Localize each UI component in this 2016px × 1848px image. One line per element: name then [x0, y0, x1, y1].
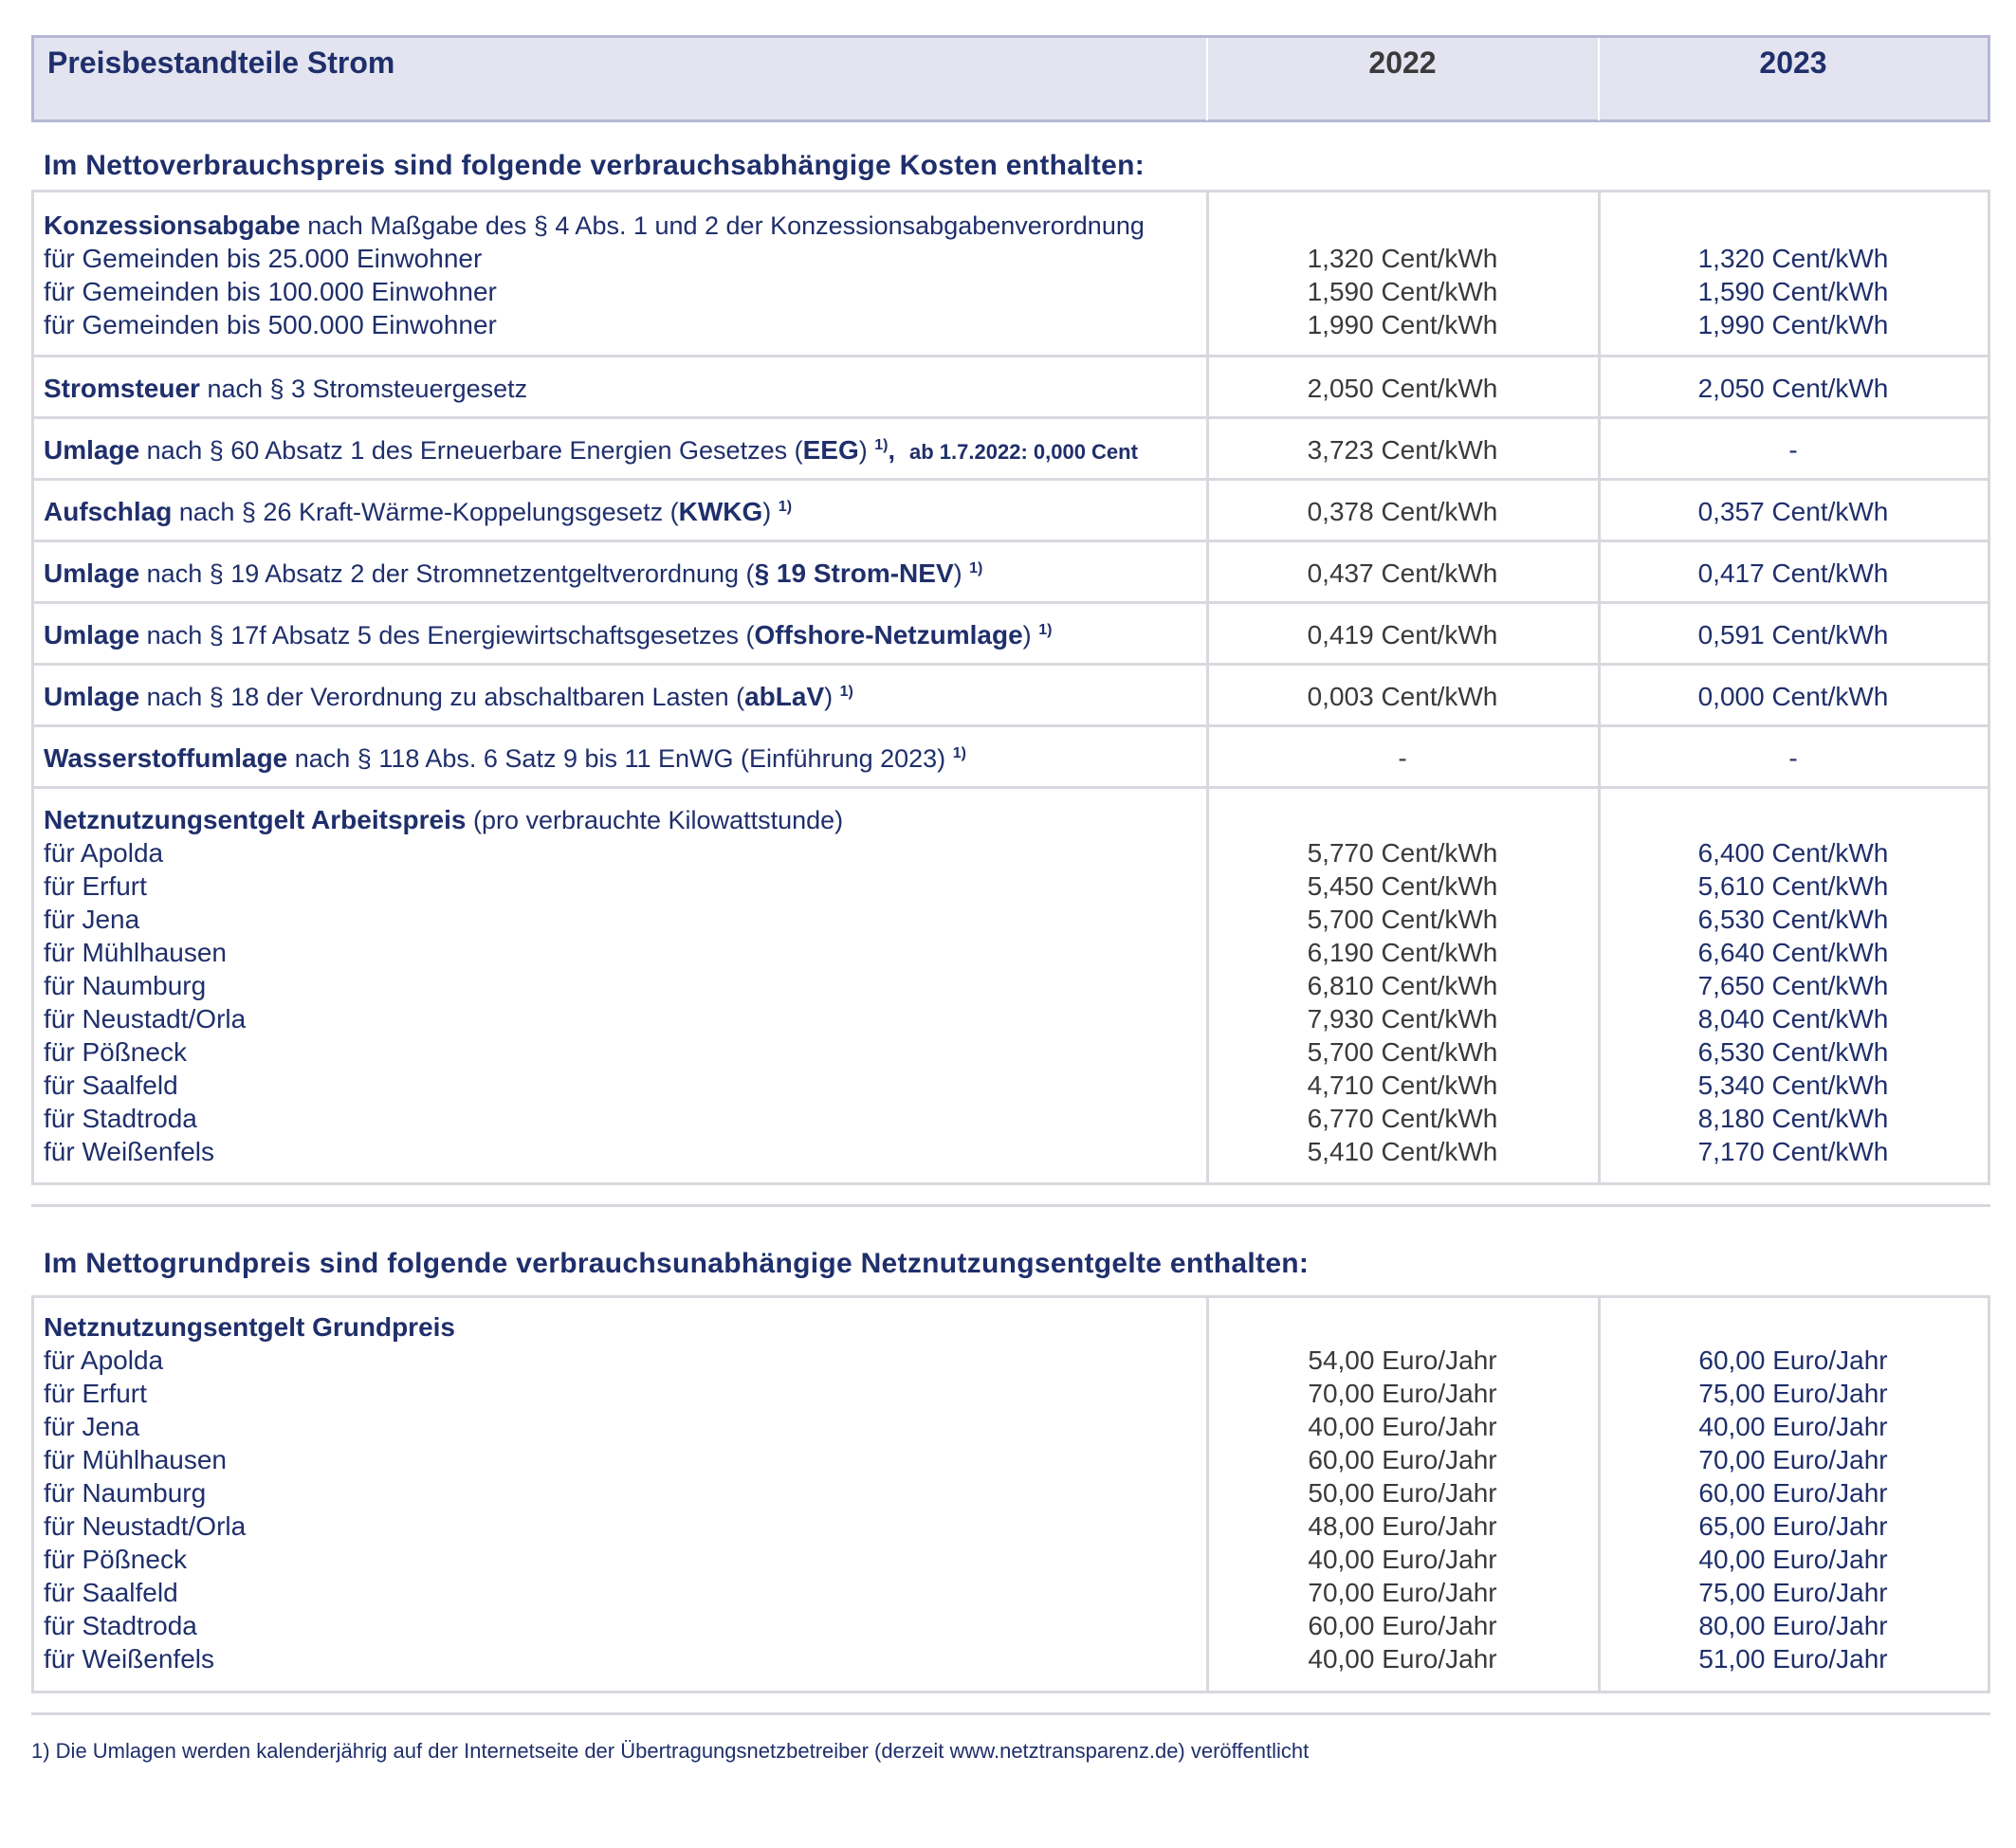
eeg-value-2023: -	[1788, 435, 1798, 465]
column-header-2022: 2022	[1368, 46, 1437, 80]
grundpreis-value-2022: 48,00 Euro/Jahr	[1308, 1511, 1497, 1541]
nev-value-2023: 0,417 Cent/kWh	[1697, 558, 1889, 588]
ablav-value-2023: 0,000 Cent/kWh	[1697, 682, 1889, 711]
kwkg-label: Aufschlag nach § 26 Kraft-Wärme-Koppelungsgesetz (KWKG) $^{1)}$	[44, 497, 793, 526]
konzession-row-label: für Gemeinden bis 25.000 Einwohner	[44, 244, 483, 273]
arbeitspreis-value-2022: 7,930 Cent/kWh	[1307, 1004, 1498, 1034]
grundpreis-row-label: für Stadtroda	[44, 1611, 197, 1640]
konzession-value-2022: 1,590 Cent/kWh	[1307, 277, 1498, 306]
grundpreis-value-2022: 70,00 Euro/Jahr	[1308, 1379, 1497, 1408]
grundpreis-row-label: für Neustadt/Orla	[44, 1511, 247, 1541]
kwkg-value-2022: 0,378 Cent/kWh	[1307, 497, 1498, 526]
konzession-value-2023: 1,320 Cent/kWh	[1697, 244, 1889, 273]
grundpreis-row-label: für Erfurt	[44, 1379, 147, 1408]
row-divider	[31, 478, 1990, 481]
arbeitspreis-value-2022: 5,450 Cent/kWh	[1307, 871, 1498, 901]
arbeitspreis-value-2022: 6,190 Cent/kWh	[1307, 938, 1498, 967]
grundpreis-value-2023: 70,00 Euro/Jahr	[1698, 1445, 1888, 1474]
grundpreis-row-label: für Apolda	[44, 1345, 164, 1375]
stromsteuer-value-2023: 2,050 Cent/kWh	[1697, 374, 1889, 403]
wasserstoff-value-2022: -	[1398, 743, 1407, 773]
arbeitspreis-value-2023: 7,650 Cent/kWh	[1697, 971, 1889, 1000]
arbeitspreis-row-label: für Mühlhausen	[44, 938, 228, 967]
grundpreis-row-label: für Jena	[44, 1412, 140, 1441]
arbeitspreis-value-2023: 6,530 Cent/kWh	[1697, 905, 1889, 934]
eeg-label: Umlage nach § 60 Absatz 1 des Erneuerbare Energien Gesetzes (EEG) $^{1)}$, ab 1.7.2022: 0,000 Cent	[44, 435, 1138, 465]
row-divider	[31, 355, 1990, 357]
arbeitspreis-row-label: für Jena	[44, 905, 140, 934]
stromsteuer-value-2022: 2,050 Cent/kWh	[1307, 374, 1498, 403]
grundpreis-value-2022: 40,00 Euro/Jahr	[1308, 1545, 1497, 1574]
row-divider	[31, 601, 1990, 604]
arbeitspreis-row-label: für Naumburg	[44, 971, 207, 1000]
arbeitspreis-value-2023: 7,170 Cent/kWh	[1697, 1137, 1889, 1166]
grundpreis-value-2023: 40,00 Euro/Jahr	[1698, 1412, 1888, 1441]
arbeitspreis-value-2023: 6,640 Cent/kWh	[1697, 938, 1889, 967]
grundpreis-value-2022: 54,00 Euro/Jahr	[1308, 1345, 1497, 1375]
arbeitspreis-row-label: für Erfurt	[44, 871, 147, 901]
grundpreis-value-2023: 51,00 Euro/Jahr	[1698, 1644, 1888, 1674]
grundpreis-row-label: für Naumburg	[44, 1478, 207, 1508]
konzession-heading: Konzessionsabgabe nach Maßgabe des § 4 Abs. 1 und 2 der Konzessionsabgabenverordnung	[44, 210, 1145, 240]
arbeitspreis-row-label: für Saalfeld	[44, 1070, 178, 1100]
stromsteuer-label: Stromsteuer nach § 3 Stromsteuergesetz	[44, 374, 528, 403]
konzession-value-2023: 1,590 Cent/kWh	[1697, 277, 1889, 306]
arbeitspreis-row-label: für Weißenfels	[44, 1137, 214, 1166]
wasserstoff-label: Wasserstoffumlage nach § 118 Abs. 6 Satz 9 bis 11 EnWG (Einführung 2023) $^{1)}$	[44, 743, 966, 773]
arbeitspreis-value-2023: 6,530 Cent/kWh	[1697, 1037, 1889, 1067]
offshore-value-2022: 0,419 Cent/kWh	[1307, 620, 1498, 650]
grundpreis-row-label: für Saalfeld	[44, 1578, 178, 1607]
arbeitspreis-value-2022: 5,770 Cent/kWh	[1307, 838, 1498, 868]
arbeitspreis-row-label: für Neustadt/Orla	[44, 1004, 247, 1034]
arbeitspreis-value-2022: 4,710 Cent/kWh	[1307, 1070, 1498, 1100]
konzession-row-label: für Gemeinden bis 100.000 Einwohner	[44, 277, 497, 306]
grundpreis-value-2022: 60,00 Euro/Jahr	[1308, 1445, 1497, 1474]
arbeitspreis-row-label: für Stadtroda	[44, 1104, 197, 1133]
grundpreis-row-label: für Weißenfels	[44, 1644, 214, 1674]
ablav-value-2022: 0,003 Cent/kWh	[1307, 682, 1498, 711]
arbeitspreis-value-2023: 8,180 Cent/kWh	[1697, 1104, 1889, 1133]
wasserstoff-value-2023: -	[1788, 743, 1798, 773]
grundpreis-value-2023: 60,00 Euro/Jahr	[1698, 1478, 1888, 1508]
ablav-label: Umlage nach § 18 der Verordnung zu abschaltbaren Lasten (abLaV) $^{1)}$	[44, 682, 853, 711]
grundpreis-value-2023: 80,00 Euro/Jahr	[1698, 1611, 1888, 1640]
arbeitspreis-value-2022: 5,700 Cent/kWh	[1307, 905, 1498, 934]
footnote: 1) Die Umlagen werden kalenderjährig auf der Internetseite der Übertragungsnetzbetreiber (derzeit www.netztransparenz.de) veröffentlicht	[31, 1739, 1310, 1763]
grundpreis-value-2022: 40,00 Euro/Jahr	[1308, 1412, 1497, 1441]
nev-label: Umlage nach § 19 Absatz 2 der Stromnetzentgeltverordnung (§ 19 Strom-NEV) $^{1)}$	[44, 558, 983, 588]
arbeitspreis-value-2022: 5,700 Cent/kWh	[1307, 1037, 1498, 1067]
konzession-row-label: für Gemeinden bis 500.000 Einwohner	[44, 310, 497, 339]
arbeitspreis-value-2023: 6,400 Cent/kWh	[1697, 838, 1889, 868]
grundpreis-value-2023: 65,00 Euro/Jahr	[1698, 1511, 1888, 1541]
arbeitspreis-row-label: für Apolda	[44, 838, 164, 868]
section-title-grundpreis: Im Nettogrundpreis sind folgende verbrauchsunabhängige Netznutzungsentgelte enthalten:	[44, 1248, 1310, 1279]
nev-value-2022: 0,437 Cent/kWh	[1307, 558, 1498, 588]
arbeitspreis-value-2022: 6,810 Cent/kWh	[1307, 971, 1498, 1000]
grundpreis-row-label: für Pößneck	[44, 1545, 187, 1574]
grundpreis-value-2022: 50,00 Euro/Jahr	[1308, 1478, 1497, 1508]
section-title-verbrauch: Im Nettoverbrauchspreis sind folgende verbrauchsabhängige Kosten enthalten:	[44, 150, 1145, 181]
eeg-value-2022: 3,723 Cent/kWh	[1307, 435, 1498, 465]
arbeitspreis-value-2023: 8,040 Cent/kWh	[1697, 1004, 1889, 1034]
arbeitspreis-value-2023: 5,610 Cent/kWh	[1697, 871, 1889, 901]
footnote-separator	[31, 1712, 1990, 1715]
offshore-label: Umlage nach § 17f Absatz 5 des Energiewirtschaftsgesetzes (Offshore-Netzumlage) $^{1)}$	[44, 620, 1053, 650]
column-header-2023: 2023	[1759, 46, 1827, 80]
arbeitspreis-value-2022: 6,770 Cent/kWh	[1307, 1104, 1498, 1133]
arbeitspreis-value-2023: 5,340 Cent/kWh	[1697, 1070, 1889, 1100]
arbeitspreis-value-2022: 5,410 Cent/kWh	[1307, 1137, 1498, 1166]
row-divider	[31, 786, 1990, 789]
konzession-value-2023: 1,990 Cent/kWh	[1697, 310, 1889, 339]
grundpreis-row-label: für Mühlhausen	[44, 1445, 228, 1474]
konzession-value-2022: 1,990 Cent/kWh	[1307, 310, 1498, 339]
grundpreis-value-2023: 40,00 Euro/Jahr	[1698, 1545, 1888, 1574]
grundpreis-value-2022: 40,00 Euro/Jahr	[1308, 1644, 1497, 1674]
table-title: Preisbestandteile Strom	[47, 46, 395, 80]
row-divider	[31, 540, 1990, 542]
grundpreis-value-2023: 75,00 Euro/Jahr	[1698, 1379, 1888, 1408]
grundpreis-value-2023: 60,00 Euro/Jahr	[1698, 1345, 1888, 1375]
grundpreis-value-2022: 60,00 Euro/Jahr	[1308, 1611, 1497, 1640]
section-separator	[31, 1204, 1990, 1207]
row-divider	[31, 416, 1990, 419]
row-divider	[31, 663, 1990, 666]
arbeitspreis-heading: Netznutzungsentgelt Arbeitspreis (pro verbrauchte Kilowattstunde)	[44, 805, 844, 834]
grundpreis-value-2023: 75,00 Euro/Jahr	[1698, 1578, 1888, 1607]
kwkg-value-2023: 0,357 Cent/kWh	[1697, 497, 1889, 526]
grundpreis-value-2022: 70,00 Euro/Jahr	[1308, 1578, 1497, 1607]
row-divider	[31, 724, 1990, 727]
konzession-value-2022: 1,320 Cent/kWh	[1307, 244, 1498, 273]
arbeitspreis-row-label: für Pößneck	[44, 1037, 187, 1067]
grundpreis-heading: Netznutzungsentgelt Grundpreis	[44, 1312, 455, 1342]
offshore-value-2023: 0,591 Cent/kWh	[1697, 620, 1889, 650]
